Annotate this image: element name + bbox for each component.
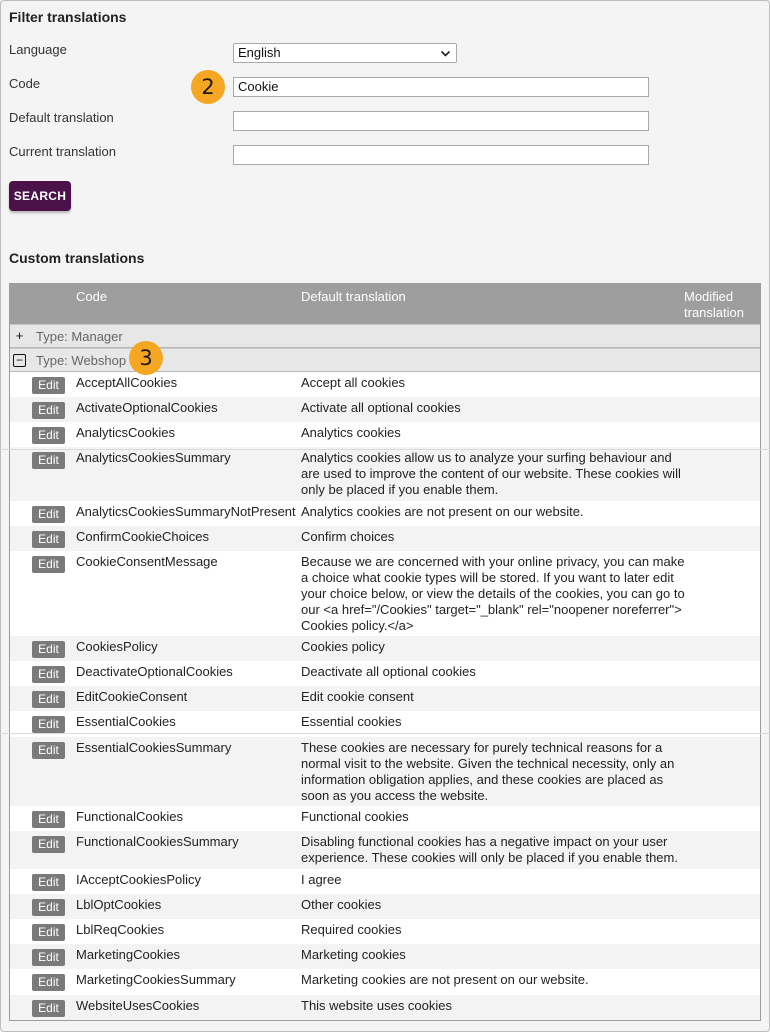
default-translation-input[interactable] — [233, 111, 649, 131]
table-row — [10, 806, 760, 831]
column-header-default[interactable]: Default translation — [301, 289, 406, 304]
default-translation-text: Because we are concerned with your online privacy, you can make a choice what cookie types will be stored. If you want to later edit your choice below, or view the details of the cookies, you can go to our <a href="/Cookies" target="_blank" rel="noopener noreferrer"> Cookies policy.</a> — [301, 554, 685, 633]
default-translation-text: This website uses cookies — [301, 998, 453, 1013]
edit-button[interactable]: Edit — [32, 666, 65, 683]
table-row — [10, 551, 760, 636]
translation-code: IAcceptCookiesPolicy — [76, 872, 201, 887]
translation-code: DeactivateOptionalCookies — [76, 664, 233, 679]
current-translation-label: Current translation — [9, 144, 116, 159]
edit-button[interactable]: Edit — [32, 874, 65, 891]
table-row — [10, 995, 760, 1021]
translation-code: ActivateOptionalCookies — [76, 400, 218, 415]
edit-button[interactable]: Edit — [32, 402, 65, 419]
default-translation-text: Accept all cookies — [301, 375, 406, 390]
edit-button[interactable]: Edit — [32, 924, 65, 941]
table-row — [10, 501, 760, 526]
default-translation-text: I agree — [301, 872, 342, 887]
group-row-webshop[interactable] — [10, 348, 760, 372]
column-header-modified[interactable]: Modified translation — [684, 289, 744, 320]
translation-code: LblOptCookies — [76, 897, 162, 912]
default-translation-text: Functional cookies — [301, 809, 409, 824]
code-input[interactable]: Cookie — [233, 77, 649, 97]
plus-icon[interactable]: + — [15, 328, 24, 343]
edit-button[interactable]: Edit — [32, 641, 65, 658]
default-translation-text: Marketing cookies — [301, 947, 406, 962]
edit-button[interactable]: Edit — [32, 427, 65, 444]
translation-code: ConfirmCookieChoices — [76, 529, 209, 544]
translation-code: AcceptAllCookies — [76, 375, 178, 390]
translation-code: MarketingCookiesSummary — [76, 972, 236, 987]
edit-button[interactable]: Edit — [32, 452, 65, 469]
translation-code: EditCookieConsent — [76, 689, 188, 704]
table-row — [10, 831, 760, 869]
edit-button[interactable]: Edit — [32, 742, 65, 759]
translation-code: FunctionalCookiesSummary — [76, 834, 239, 849]
language-select[interactable] — [233, 43, 457, 63]
edit-button[interactable]: Edit — [32, 899, 65, 916]
translation-code: EssentialCookiesSummary — [76, 740, 232, 755]
table-row — [10, 737, 760, 806]
table-row — [10, 397, 760, 422]
minus-icon[interactable]: − — [13, 354, 26, 367]
edit-button[interactable]: Edit — [32, 811, 65, 828]
table-row — [10, 894, 760, 919]
table-row — [10, 526, 760, 551]
edit-button[interactable]: Edit — [32, 531, 65, 548]
current-translation-input[interactable] — [233, 145, 649, 165]
default-translation-text: Confirm choices — [301, 529, 395, 544]
table-row — [10, 919, 760, 944]
default-translation-text: Activate all optional cookies — [301, 400, 461, 415]
default-translation-text: Analytics cookies — [301, 425, 401, 440]
translation-code: AnalyticsCookiesSummary — [76, 450, 231, 465]
translation-code: AnalyticsCookiesSummaryNotPresent — [76, 504, 296, 519]
filter-title: Filter translations — [9, 9, 127, 25]
code-label: Code — [9, 76, 41, 91]
custom-translations-title: Custom translations — [9, 250, 145, 266]
edit-button[interactable]: Edit — [32, 974, 65, 991]
edit-button[interactable]: Edit — [32, 836, 65, 853]
default-translation-text: These cookies are necessary for purely technical reasons for a normal visit to the website. Given the technical necessity, only an information obligation applies, and these cookies are placed as soon as you access the website. — [301, 740, 675, 803]
group-label: Type: Manager — [36, 329, 123, 344]
default-translation-text: Cookies policy — [301, 639, 385, 654]
group-label: Type: Webshop — [36, 353, 127, 368]
column-header-code[interactable]: Code — [76, 289, 108, 304]
translations-grid — [9, 283, 761, 1021]
translation-code: CookieConsentMessage — [76, 554, 218, 569]
table-row — [10, 661, 760, 686]
translation-code: WebsiteUsesCookies — [76, 998, 200, 1013]
default-translation-text: Analytics cookies allow us to analyze your surfing behaviour and are used to improve the content of our website. These cookies will only be placed if you enable them. — [301, 450, 681, 497]
screenshot-seam — [0, 449, 770, 450]
translation-code: CookiesPolicy — [76, 639, 158, 654]
table-row — [10, 636, 760, 661]
table-row — [10, 686, 760, 711]
table-row — [10, 869, 760, 894]
translation-code: AnalyticsCookies — [76, 425, 175, 440]
table-row — [10, 422, 760, 447]
step-badge-3: 3 — [129, 341, 163, 375]
default-translation-text: Other cookies — [301, 897, 382, 912]
default-translation-label: Default translation — [9, 110, 114, 125]
table-row — [10, 372, 760, 397]
table-row — [10, 447, 760, 501]
edit-button[interactable]: Edit — [32, 691, 65, 708]
default-translation-text: Edit cookie consent — [301, 689, 414, 704]
step-badge-2: 2 — [191, 70, 225, 104]
chevron-down-icon — [440, 48, 451, 59]
grid-header — [10, 284, 760, 326]
default-translation-text: Analytics cookies are not present on our website. — [301, 504, 584, 519]
table-row — [10, 969, 760, 995]
edit-button[interactable]: Edit — [32, 1000, 65, 1017]
translation-code: MarketingCookies — [76, 947, 181, 962]
default-translation-text: Disabling functional cookies has a negative impact on your user experience. These cookies will only be placed if you enable them. — [301, 834, 678, 865]
default-translation-text: Required cookies — [301, 922, 402, 937]
table-row — [10, 944, 760, 969]
edit-button[interactable]: Edit — [32, 556, 65, 573]
group-row-manager[interactable] — [10, 324, 760, 348]
translation-code: EssentialCookies — [76, 714, 176, 729]
search-button[interactable]: SEARCH — [9, 181, 71, 211]
translation-code: LblReqCookies — [76, 922, 165, 937]
language-label: Language — [9, 42, 67, 57]
default-translation-text: Essential cookies — [301, 714, 402, 729]
edit-button[interactable]: Edit — [32, 506, 65, 523]
screenshot-seam — [0, 733, 770, 734]
default-translation-text: Deactivate all optional cookies — [301, 664, 476, 679]
default-translation-text: Marketing cookies are not present on our website. — [301, 972, 589, 987]
edit-button[interactable]: Edit — [32, 377, 65, 394]
edit-button[interactable]: Edit — [32, 949, 65, 966]
language-select-value: English — [238, 45, 281, 60]
edit-button[interactable]: Edit — [32, 716, 65, 733]
translation-code: FunctionalCookies — [76, 809, 183, 824]
